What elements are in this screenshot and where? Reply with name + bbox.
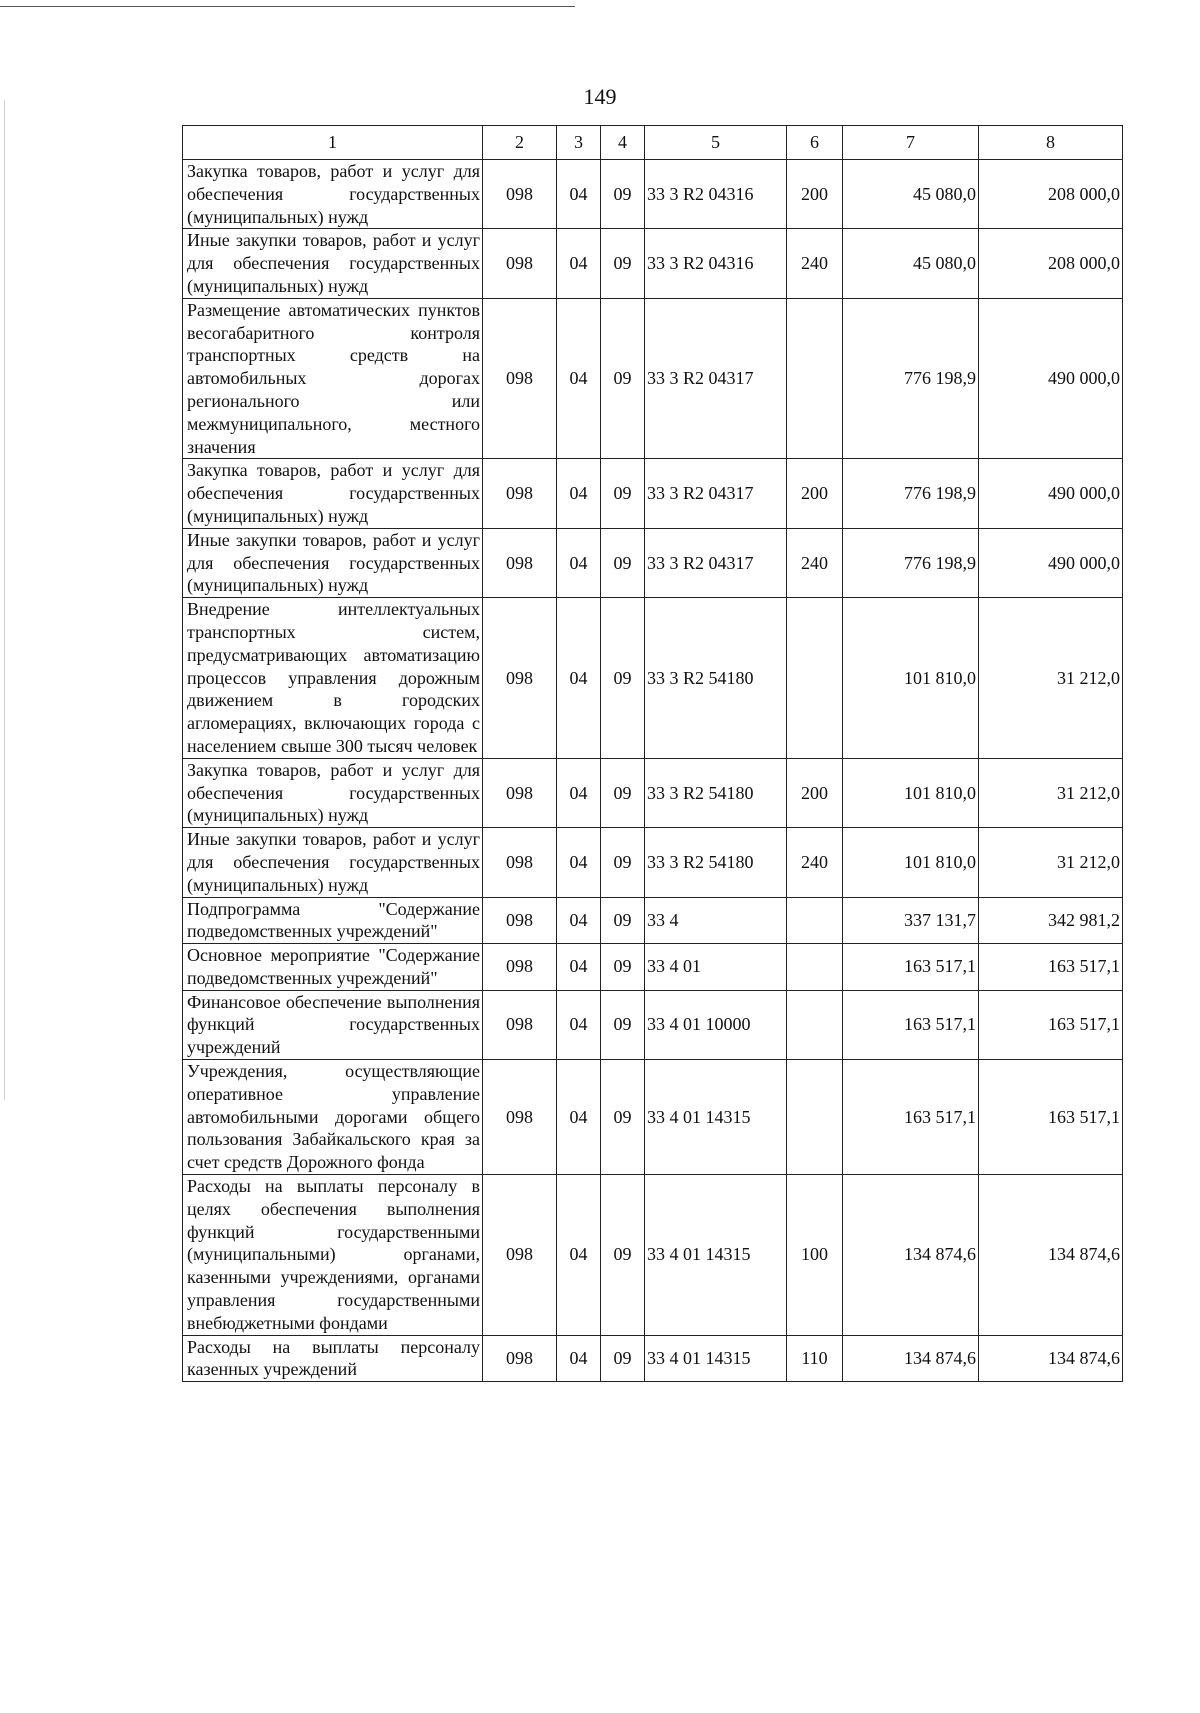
table-row [183,828,1123,897]
row-expense-type-cell: 100 [787,1175,843,1336]
row-amount-year2-cell: 342 981,2 [979,897,1123,944]
header-col-3: 3 [557,126,601,160]
row-subsection-cell: 09 [601,160,645,229]
row-target-article-cell: 33 3 R2 04317 [645,528,787,597]
row-target-article-cell: 33 4 01 14315 [645,1060,787,1175]
row-section-cell: 04 [557,298,601,459]
row-amount-year2-cell: 134 874,6 [979,1175,1123,1336]
row-subsection-cell: 09 [601,1060,645,1175]
row-target-article-cell: 33 4 [645,897,787,944]
row-name-cell: Финансовое обеспечение выполнения функций государственных учреждений [183,990,483,1059]
row-subsection-cell: 09 [601,229,645,298]
row-name-cell: Расходы на выплаты персоналу в целях обеспечения выполнения функций государственными (муниципальными) органами, казенными учреждениями, органами управления государственными внебюджетными фондами [183,1175,483,1336]
row-admin-code-cell: 098 [483,298,557,459]
row-name-cell: Размещение автоматических пунктов весогабаритного контроля транспортных средств на автомобильных дорогах регионального или межмуниципального, местного значения [183,298,483,459]
row-subsection-cell: 09 [601,298,645,459]
row-target-article-cell: 33 4 01 [645,944,787,991]
page-number: 149 [583,84,617,109]
row-amount-year1-cell: 101 810,0 [843,828,979,897]
row-amount-year1-cell: 163 517,1 [843,944,979,991]
row-admin-code-cell: 098 [483,598,557,759]
row-expense-type-cell: 200 [787,160,843,229]
row-target-article-cell: 33 3 R2 54180 [645,828,787,897]
row-target-article-cell: 33 3 R2 04316 [645,160,787,229]
row-expense-type-cell [787,598,843,759]
row-admin-code-cell: 098 [483,758,557,827]
row-name-cell: Иные закупки товаров, работ и услуг для обеспечения государственных (муниципальных) нужд [183,828,483,897]
row-amount-year2-cell: 208 000,0 [979,160,1123,229]
row-amount-year1-cell: 45 080,0 [843,160,979,229]
row-amount-year1-cell: 134 874,6 [843,1335,979,1382]
row-amount-year1-cell: 163 517,1 [843,1060,979,1175]
row-section-cell: 04 [557,1060,601,1175]
row-section-cell: 04 [557,897,601,944]
header-col-8: 8 [979,126,1123,160]
row-subsection-cell: 09 [601,598,645,759]
row-subsection-cell: 09 [601,897,645,944]
row-amount-year2-cell: 134 874,6 [979,1335,1123,1382]
row-amount-year2-cell: 490 000,0 [979,298,1123,459]
row-target-article-cell: 33 3 R2 54180 [645,598,787,759]
row-subsection-cell: 09 [601,944,645,991]
row-expense-type-cell: 240 [787,528,843,597]
row-target-article-cell: 33 4 01 10000 [645,990,787,1059]
row-amount-year1-cell: 101 810,0 [843,598,979,759]
table-row [183,897,1123,944]
row-name-cell: Закупка товаров, работ и услуг для обеспечения государственных (муниципальных) нужд [183,160,483,229]
row-amount-year2-cell: 31 212,0 [979,828,1123,897]
row-amount-year1-cell: 776 198,9 [843,528,979,597]
row-section-cell: 04 [557,528,601,597]
table-row [183,528,1123,597]
row-target-article-cell: 33 3 R2 04316 [645,229,787,298]
row-target-article-cell: 33 3 R2 54180 [645,758,787,827]
row-amount-year1-cell: 163 517,1 [843,990,979,1059]
header-col-6: 6 [787,126,843,160]
row-amount-year2-cell: 163 517,1 [979,990,1123,1059]
table-row [183,990,1123,1059]
row-target-article-cell: 33 4 01 14315 [645,1335,787,1382]
row-name-cell: Учреждения, осуществляющие оперативное управление автомобильными дорогами общего пользования Забайкальского края за счет средств Дорожного фонда [183,1060,483,1175]
row-amount-year1-cell: 776 198,9 [843,459,979,528]
row-section-cell: 04 [557,1175,601,1336]
table-row [183,758,1123,827]
row-admin-code-cell: 098 [483,459,557,528]
row-name-cell: Закупка товаров, работ и услуг для обеспечения государственных (муниципальных) нужд [183,459,483,528]
row-amount-year2-cell: 31 212,0 [979,598,1123,759]
row-admin-code-cell: 098 [483,528,557,597]
row-section-cell: 04 [557,1335,601,1382]
row-amount-year1-cell: 134 874,6 [843,1175,979,1336]
header-col-5: 5 [645,126,787,160]
row-admin-code-cell: 098 [483,1060,557,1175]
scan-edge-line [0,6,575,7]
row-expense-type-cell: 200 [787,758,843,827]
row-expense-type-cell [787,944,843,991]
table-row [183,1175,1123,1336]
row-section-cell: 04 [557,828,601,897]
table-header-row [183,126,1123,160]
row-expense-type-cell: 240 [787,828,843,897]
header-col-4: 4 [601,126,645,160]
row-subsection-cell: 09 [601,758,645,827]
row-section-cell: 04 [557,160,601,229]
row-amount-year1-cell: 101 810,0 [843,758,979,827]
row-subsection-cell: 09 [601,1335,645,1382]
header-col-2: 2 [483,126,557,160]
table-row [183,229,1123,298]
row-amount-year2-cell: 490 000,0 [979,459,1123,528]
row-expense-type-cell [787,1060,843,1175]
row-amount-year1-cell: 337 131,7 [843,897,979,944]
row-admin-code-cell: 098 [483,828,557,897]
table-row [183,298,1123,459]
row-admin-code-cell: 098 [483,229,557,298]
row-name-cell: Иные закупки товаров, работ и услуг для обеспечения государственных (муниципальных) нужд [183,528,483,597]
row-admin-code-cell: 098 [483,1335,557,1382]
row-section-cell: 04 [557,758,601,827]
row-amount-year1-cell: 776 198,9 [843,298,979,459]
row-subsection-cell: 09 [601,990,645,1059]
row-expense-type-cell: 200 [787,459,843,528]
row-target-article-cell: 33 3 R2 04317 [645,298,787,459]
table-row [183,598,1123,759]
row-amount-year2-cell: 490 000,0 [979,528,1123,597]
row-amount-year1-cell: 45 080,0 [843,229,979,298]
row-name-cell: Внедрение интеллектуальных транспортных систем, предусматривающих автоматизацию процессов управления дорожным движением в городских агломерациях, включающих города с населением свыше 300 тысяч человек [183,598,483,759]
row-target-article-cell: 33 4 01 14315 [645,1175,787,1336]
table-row [183,160,1123,229]
budget-table [182,125,1123,1382]
row-amount-year2-cell: 163 517,1 [979,1060,1123,1175]
row-target-article-cell: 33 3 R2 04317 [645,459,787,528]
row-subsection-cell: 09 [601,828,645,897]
row-expense-type-cell: 110 [787,1335,843,1382]
row-amount-year2-cell: 208 000,0 [979,229,1123,298]
row-amount-year2-cell: 163 517,1 [979,944,1123,991]
row-section-cell: 04 [557,990,601,1059]
row-amount-year2-cell: 31 212,0 [979,758,1123,827]
table-row [183,1335,1123,1382]
row-subsection-cell: 09 [601,1175,645,1336]
scan-edge-shadow [4,100,5,1100]
row-name-cell: Иные закупки товаров, работ и услуг для обеспечения государственных (муниципальных) нужд [183,229,483,298]
row-admin-code-cell: 098 [483,990,557,1059]
row-admin-code-cell: 098 [483,897,557,944]
row-name-cell: Расходы на выплаты персоналу казенных учреждений [183,1335,483,1382]
row-section-cell: 04 [557,229,601,298]
row-subsection-cell: 09 [601,459,645,528]
header-col-7: 7 [843,126,979,160]
row-subsection-cell: 09 [601,528,645,597]
row-expense-type-cell: 240 [787,229,843,298]
header-col-1: 1 [183,126,483,160]
row-expense-type-cell [787,990,843,1059]
table-row [183,459,1123,528]
row-admin-code-cell: 098 [483,944,557,991]
row-section-cell: 04 [557,459,601,528]
row-expense-type-cell [787,298,843,459]
row-name-cell: Закупка товаров, работ и услуг для обеспечения государственных (муниципальных) нужд [183,758,483,827]
row-admin-code-cell: 098 [483,1175,557,1336]
table-row [183,1060,1123,1175]
row-section-cell: 04 [557,944,601,991]
table-row [183,944,1123,991]
row-section-cell: 04 [557,598,601,759]
row-name-cell: Подпрограмма "Содержание подведомственных учреждений" [183,897,483,944]
row-name-cell: Основное мероприятие "Содержание подведомственных учреждений" [183,944,483,991]
row-expense-type-cell [787,897,843,944]
row-admin-code-cell: 098 [483,160,557,229]
